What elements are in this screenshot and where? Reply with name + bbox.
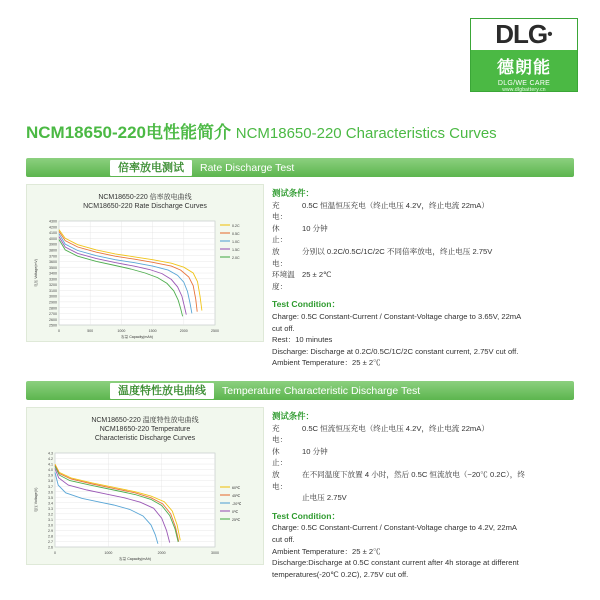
condition-value: 10 分钟 [302, 223, 328, 233]
svg-text:3.6: 3.6 [48, 490, 53, 495]
svg-text:-20℃: -20℃ [232, 502, 242, 506]
condition-row [272, 223, 572, 246]
condition-row [272, 269, 572, 292]
svg-text:1.5C: 1.5C [232, 248, 240, 252]
logo-chinese-name: 德朗能 [497, 58, 551, 77]
condition-value: 分别以 0.2C/0.5C/1C/2C 不同倍率放电，终止电压 2.75V [302, 246, 493, 256]
test-condition-line: Charge: 0.5C Constant-Current / Constant-Voltage charge to 3.65V, 22mA [272, 311, 522, 321]
temperature-chart-panel [26, 407, 264, 565]
condition-label: 充 电： [272, 200, 288, 222]
page-title [26, 118, 497, 143]
condition-label: 充 电： [272, 423, 288, 445]
condition-row [272, 246, 572, 269]
svg-text:电压 Voltage(mV): 电压 Voltage(mV) [34, 259, 38, 287]
logo-brand-text: DLG [495, 19, 548, 49]
svg-text:2.6: 2.6 [48, 545, 53, 550]
svg-text:3.0: 3.0 [48, 523, 53, 528]
test-condition-line: Charge: 0.5C Constant-Current / Constant-Voltage charge to 4.2V, 22mA [272, 523, 517, 533]
condition-row [272, 469, 572, 492]
svg-text:2700: 2700 [49, 312, 57, 317]
svg-text:1000: 1000 [104, 551, 113, 555]
svg-text:2.8: 2.8 [48, 534, 53, 539]
condition-value: 在不同温度下放置 4 小时，然后 0.5C 恒流放电（−20℃ 0.2C），终 [302, 469, 525, 479]
svg-text:容量 Capacity(mAh): 容量 Capacity(mAh) [121, 335, 153, 339]
test-condition-line: Ambient Temperature：25 ± 2℃ [272, 358, 381, 368]
chart-2-svg [33, 449, 259, 561]
svg-text:2000: 2000 [179, 329, 188, 333]
chart-1-title-en: NCM18650-220 Rate Discharge Curves [83, 203, 207, 210]
svg-text:1.0C: 1.0C [232, 240, 240, 244]
test-condition-line: cut off. [272, 323, 295, 333]
svg-text:2500: 2500 [49, 323, 57, 328]
test-condition-line: temperatures(-20℃ 0.2C), 2.75V cut off. [272, 569, 409, 579]
condition-row [272, 492, 572, 504]
section-2-text [272, 411, 572, 580]
svg-text:4300: 4300 [49, 219, 57, 224]
chart-1-svg [33, 217, 259, 339]
section-2-title-cn: 温度特性放电曲线 [110, 383, 214, 399]
svg-text:4100: 4100 [49, 231, 57, 236]
svg-text:3.7: 3.7 [48, 484, 53, 489]
svg-text:3.3: 3.3 [48, 506, 53, 511]
svg-text:2.0C: 2.0C [232, 256, 240, 260]
chart-2-title-en2: Characteristic Discharge Curves [94, 435, 196, 442]
condition-label [272, 492, 302, 504]
svg-text:0.2C: 0.2C [232, 224, 240, 228]
test-condition-line: Discharge: Discharge at 0.2C/0.5C/1C/2C constant current, 2.75V cut off. [272, 346, 519, 356]
svg-text:2800: 2800 [49, 306, 57, 311]
svg-text:容量 Capacity(mAh): 容量 Capacity(mAh) [119, 557, 151, 561]
svg-text:3600: 3600 [49, 260, 57, 265]
chart-2-area [33, 449, 257, 561]
svg-text:电压 Voltage(V): 电压 Voltage(V) [34, 487, 38, 513]
chart-2-title-en1: NCM18650-220 Temperature [99, 426, 191, 433]
svg-text:4.0: 4.0 [48, 468, 53, 473]
logo-url: www.dlgbattery.cn [502, 87, 546, 93]
company-logo [470, 18, 578, 92]
chart-2-title-cn: NCM18650-220 温度特性放电曲线 [91, 417, 199, 424]
chart-2-title [27, 408, 263, 443]
svg-text:0: 0 [58, 329, 60, 333]
page-title-cn: NCM18650-220电性能简介 [26, 123, 232, 142]
svg-text:4200: 4200 [49, 225, 57, 230]
section-1-header [26, 158, 574, 177]
chart-1-area [33, 217, 257, 339]
condition-label: 环境温度： [272, 270, 295, 291]
svg-text:3700: 3700 [49, 254, 57, 259]
svg-text:3300: 3300 [49, 277, 57, 282]
condition-row [272, 423, 572, 446]
svg-text:4000: 4000 [49, 236, 57, 241]
svg-text:3200: 3200 [49, 283, 57, 288]
test-condition-heading: Test Condition： [272, 299, 341, 310]
svg-text:3.8: 3.8 [48, 479, 53, 484]
condition-value: 0.5C 恒温恒压充电（终止电压 4.2V，终止电流 22mA） [302, 200, 489, 210]
condition-heading: 测试条件： [272, 188, 314, 198]
condition-value: 止电压 2.75V [302, 493, 347, 503]
logo-brand-plate [471, 19, 577, 50]
svg-text:3800: 3800 [49, 248, 57, 253]
svg-text:45℃: 45℃ [232, 494, 241, 498]
svg-text:2900: 2900 [49, 300, 57, 305]
rate-discharge-chart-panel [26, 184, 264, 342]
svg-text:2600: 2600 [49, 317, 57, 322]
svg-text:3.4: 3.4 [48, 501, 53, 506]
svg-text:2.7: 2.7 [48, 540, 53, 545]
condition-label: 休 止： [272, 223, 288, 245]
svg-text:3000: 3000 [211, 551, 219, 555]
chart-1-title-cn: NCM18650-220 倍率放电曲线 [98, 194, 192, 201]
test-condition-line: Rest：10 minutes [272, 335, 333, 345]
section-2-header [26, 381, 574, 400]
svg-text:3000: 3000 [49, 294, 57, 299]
svg-text:4.2: 4.2 [48, 457, 53, 462]
page-title-en: NCM18650-220 Characteristics Curves [235, 125, 497, 142]
svg-text:2.9: 2.9 [48, 529, 53, 534]
svg-text:3400: 3400 [49, 271, 57, 276]
logo-dot-icon: • [547, 25, 553, 43]
condition-value: 25 ± 2℃ [302, 270, 332, 280]
section-1-title-en: Rate Discharge Test [200, 161, 295, 174]
svg-text:3.1: 3.1 [48, 517, 53, 522]
svg-text:0: 0 [54, 551, 56, 555]
section-2-title-en: Temperature Characteristic Discharge Test [222, 384, 421, 397]
svg-text:0.5C: 0.5C [232, 232, 240, 236]
section-1-text [272, 188, 572, 369]
section-1-title-cn: 倍率放电测试 [110, 160, 192, 176]
svg-text:4.3: 4.3 [48, 451, 53, 456]
condition-row [272, 446, 572, 469]
condition-heading: 测试条件： [272, 411, 314, 421]
test-condition-line: Discharge:Discharge at 0.5C constant current after 4h storage at different [272, 558, 519, 568]
svg-text:500: 500 [87, 329, 94, 333]
condition-label: 休 止： [272, 446, 288, 468]
condition-label: 放 电： [272, 469, 288, 491]
svg-text:3900: 3900 [49, 242, 57, 247]
condition-value: 0.5C 恒流恒压充电（终止电压 4.2V，终止电流 22mA） [302, 423, 489, 433]
condition-label: 放 电： [272, 246, 288, 268]
svg-text:60℃: 60℃ [232, 486, 241, 490]
svg-text:1500: 1500 [148, 329, 157, 333]
chart-1-title [27, 185, 263, 211]
logo-tagline: DLG/WE CARE [497, 80, 551, 87]
condition-value: 10 分钟 [302, 446, 328, 456]
svg-text:3100: 3100 [49, 288, 57, 293]
svg-text:3.5: 3.5 [48, 495, 53, 500]
svg-text:3.9: 3.9 [48, 473, 53, 478]
svg-text:2500: 2500 [211, 329, 219, 333]
svg-text:2000: 2000 [157, 551, 166, 555]
svg-text:1000: 1000 [117, 329, 126, 333]
svg-text:3500: 3500 [49, 265, 57, 270]
svg-text:0℃: 0℃ [232, 510, 239, 514]
test-condition-line: Ambient Temperature：25 ± 2℃ [272, 546, 381, 556]
svg-text:3.2: 3.2 [48, 512, 53, 517]
test-condition-line: cut off. [272, 534, 295, 544]
condition-row [272, 200, 572, 223]
test-condition-heading: Test Condition： [272, 510, 341, 521]
svg-text:4.1: 4.1 [48, 462, 53, 467]
svg-text:25℃: 25℃ [232, 518, 241, 522]
